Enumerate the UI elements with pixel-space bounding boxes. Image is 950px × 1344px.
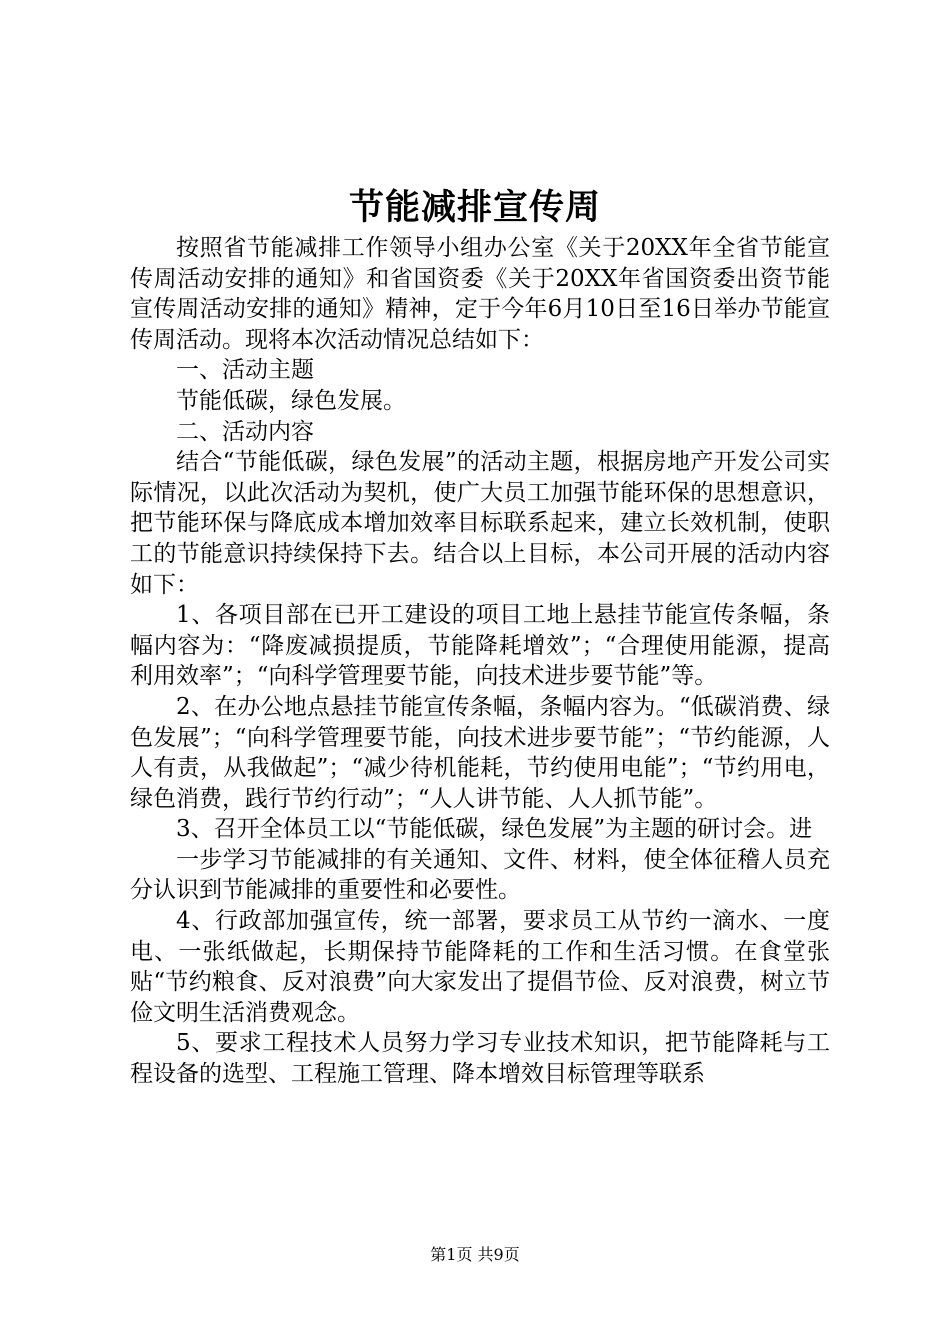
paragraph-content-intro: 结合“节能低碳，绿色发展”的活动主题，根据房地产开发公司实际情况，以此次活动为契机，使广大员工加强节能环保的思想意识，把节能环保与降底成本增加效率目标联系起来，建立长效机制，使职工的节能意识持续保持下去。结合以上目标，本公司开展的活动内容如下： [130,449,830,598]
document-body [130,233,830,1090]
paragraph-theme: 节能低碳，绿色发展。 [176,387,406,414]
list-item-3: 3、召开全体员工以“节能低碳，绿色发展”为主题的研讨会。进 [176,816,813,843]
list-item-4: 4、行政部加强宣传，统一部署，要求员工从节约一滴水、一度电、一张纸做起，长期保持节能降耗的工作和生活习惯。在食堂张贴“节约粮食、反对浪费”向大家发出了提倡节俭、反对浪费，树立节俭文明生活消费观念。 [130,908,830,1026]
paragraph-intro: 按照省节能减排工作领导小组办公室《关于20XX年全省节能宣传周活动安排的通知》和省国资委《关于20XX年省国资委出资节能宣传周活动安排的通知》精神，定于今年6月10日至16日举办节能宣传周活动。现将本次活动情况总结如下： [130,235,830,353]
list-item-1: 1、各项目部在已开工建设的项目工地上悬挂节能宣传条幅，条幅内容为：“降废减损提质，节能降耗增效”；“合理使用能源，提高利用效率”；“向科学管理要节能，向技术进步要节能”等。 [130,602,830,690]
document-title: 节能减排宣传周 [348,187,601,228]
list-item-5: 5、要求工程技术人员努力学习专业技术知识，把节能降耗与工程设备的选型、工程施工管理、降本增效目标管理等联系 [130,1030,830,1088]
list-item-3-continued: 一步学习节能减排的有关通知、文件、材料，使全体征稽人员充分认识到节能减排的重要性和必要性。 [130,846,830,904]
list-item-2: 2、在办公地点悬挂节能宣传条幅，条幅内容为。“低碳消费、绿色发展”；“向科学管理要节能，向技术进步要节能”；“节约能源，人人有责，从我做起”；“减少待机能耗，节约使用电能”；“节约用电，绿色消费，践行节约行动”；“人人讲节能、人人抓节能”。 [130,693,830,812]
section-heading-content: 二、活动内容 [176,418,314,445]
page-footer: 第1页 共9页 [430,1245,520,1264]
section-heading-theme: 一、活动主题 [176,357,314,384]
